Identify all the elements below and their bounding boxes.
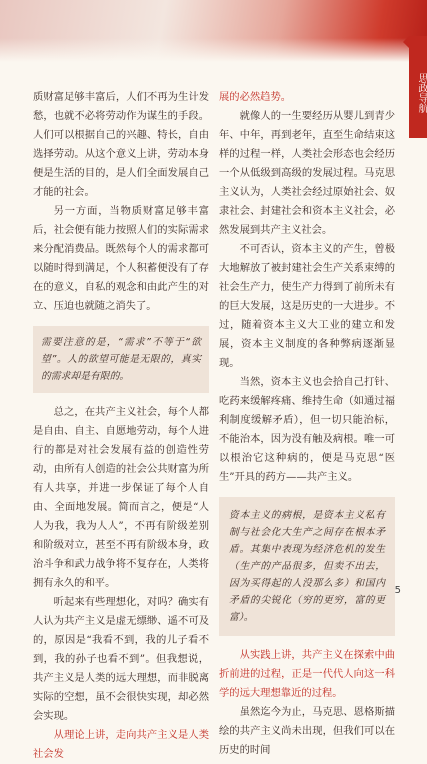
right-paragraph-2: 不可否认，资本主义的产生，曾极大地解放了被封建社会生产关系束缚的社会生产力，使生产力得到了前所未有的巨大发展，这是历史的一大进步。不过，随着资本主义大工业的建立和发展，资本主义制度的各种弊病逐渐显现。: [219, 243, 395, 369]
top-banner: [0, 0, 427, 62]
left-paragraph-4: 听起来有些理想化，对吗？确实有人认为共产主义是虚无缥缈、遥不可及的，原因是“我看不到，我的儿子看不到，我的孙子也看不到”。但我想说，共产主义是人类的远大理想，而非脱离实际的空想，虽不会很快实现，却必然会实现。: [33, 596, 209, 722]
right-paragraph-4-highlight: 从实践上讲，共产主义在探索中曲折前进的过程，正是一代代人向这一科学的远大理想靠近的过程。: [219, 649, 395, 699]
right-paragraph-1: 就像人的一生要经历从婴儿到青少年、中年，再到老年，直至生命结束这样的过程一样，人类社会形态也会经历一个从低级到高级的发展过程。马克思主义认为，人类社会经过原始社会、奴隶社会、封建社会和资本主义社会，必然发展到共产主义社会。: [219, 110, 395, 236]
right-paragraph-0-highlight: 展的必然趋势。: [219, 91, 292, 103]
left-column: [33, 88, 209, 764]
left-paragraph-2: 另一方面，当物质财富足够丰富后，社会便有能力按照人们的实际需求来分配消费品。既然每个人的需求都可以随时得到满足，个人积蓄便没有了存在的意义，自私的观念和由此产生的对立、压迫也就随之消失了。: [33, 205, 209, 312]
left-callout: 需要注意的是，“需求”不等于“欲望”。人的欲望可能是无限的，真实的需求却是有限的。: [33, 326, 209, 393]
section-tab-label: 思政导航: [416, 73, 427, 113]
section-tab: [409, 36, 427, 138]
right-column: [219, 88, 395, 760]
page-number: 5: [394, 585, 401, 596]
banner-fade: [0, 38, 427, 62]
right-paragraph-5: 虽然迄今为止，马克思、恩格斯描绘的共产主义尚未出现，但我们可以在历史的时间: [219, 706, 395, 756]
tab-notch: [403, 36, 409, 48]
right-paragraph-3: 当然，资本主义也会拾自己打针、吃药来缓解疼痛、维持生命（如通过福利制度缓解矛盾），但一切只能治标，不能治本，因为没有触及病根。唯一可以根治它这种病的，便是马克思“医生”开具的药方——共产主义。: [219, 376, 395, 483]
left-paragraph-3: 总之，在共产主义社会，每个人都是自由、自主、自愿地劳动，每个人进行的都是对社会发展有益的创造性劳动，由所有人创造的社会公共财富为所有人共享，并进一步保证了每个人自由、全面地发展。简而言之，便是“人人为我，我为人人”，不再有阶级差别和阶级对立，甚至不再有阶级本身，政治斗争和武力战争将不复存在，人类将拥有永久的和平。: [33, 406, 209, 589]
left-paragraph-5-highlight: 从理论上讲，走向共产主义是人类社会发: [33, 729, 209, 760]
left-paragraph-1: 质财富足够丰富后，人们不再为生计发愁，也就不必将劳动作为谋生的手段。人们可以根据自己的兴趣、特长，自由选择劳动。从这个意义上讲，劳动本身便是生活的目的，是人们全面发展自己才能的社会。: [33, 91, 209, 198]
right-callout: 资本主义的病根，是资本主义私有制与社会化大生产之间存在根本矛盾。其集中表现为经济危机的发生（生产的产品很多，但卖不出去，因为买得起的人没那么多）和国内矛盾的尖锐化（穷的更穷，富的更富）。: [219, 497, 395, 636]
